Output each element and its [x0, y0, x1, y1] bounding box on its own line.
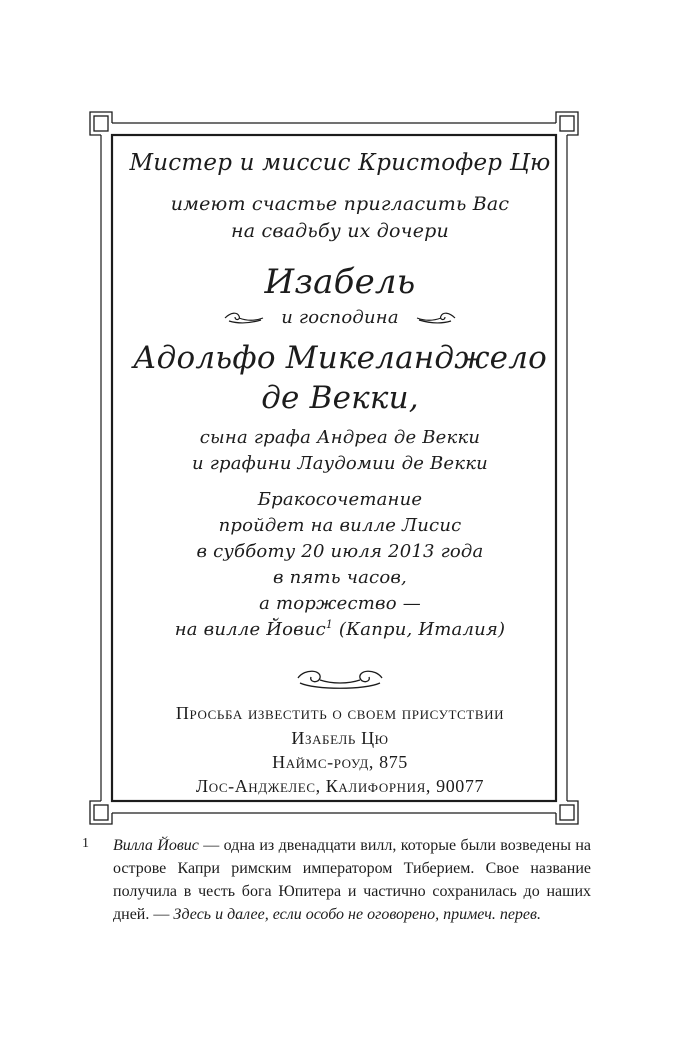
rsvp-line-1: Просьба известить о своем присутствии: [175, 703, 505, 723]
rsvp-street: Наймс-роуд, 875: [272, 752, 408, 772]
footnote-body: — одна из двенадцати вилл, которые были возведены на острове Капри римским императором Тиберием. Свое название получила в честь бога Юпитера и частично сохранилась до наших дней. —: [113, 837, 592, 923]
footnote-text: [113, 834, 591, 926]
footnote-term: Вилла Йовис: [113, 837, 199, 854]
location-text: (Капри, Италия): [333, 619, 506, 640]
groom-name-line-1: Адольфо Микеланджело: [132, 340, 548, 376]
and-row: [115, 307, 565, 328]
footnote-ref: 1: [325, 618, 333, 631]
invite-line-2: на свадьбу их дочери: [231, 220, 449, 242]
bottom-flourish: [298, 671, 382, 688]
bride-name: Изабель: [264, 262, 416, 302]
right-flourish-icon: [415, 312, 457, 324]
left-flourish-icon: [223, 312, 265, 324]
rsvp-city: Лос-Анджелес, Калифорния, 90077: [195, 776, 485, 796]
parents-line-2: и графини Лаудомии де Векки: [192, 453, 488, 474]
villa-jovis-text: на вилле Йовис: [174, 619, 326, 640]
groom-name-line-2: де Векки,: [261, 380, 419, 416]
ceremony-line-4: в пять часов,: [273, 567, 407, 588]
and-text: и господина: [281, 307, 399, 328]
ceremony-line-5: а торжество —: [259, 593, 421, 614]
ceremony-line-6: [115, 619, 565, 640]
rsvp-name: Изабель Цю: [291, 728, 389, 748]
footnote-editor-note: Здесь и далее, если особо не оговорено, примеч. перев.: [173, 906, 541, 923]
ceremony-line-3: в субботу 20 июля 2013 года: [196, 541, 484, 562]
hosts-line: Мистер и миссис Кристофер Цю: [129, 150, 551, 176]
ceremony-line-2: пройдет на вилле Лисис: [218, 515, 462, 536]
parents-line-1: сына графа Андреа де Векки: [199, 427, 481, 448]
footnote-marker: 1: [82, 836, 89, 851]
ceremony-line-1: Бракосочетание: [257, 489, 423, 510]
invite-line-1: имеют счастье пригласить Вас: [170, 193, 510, 215]
